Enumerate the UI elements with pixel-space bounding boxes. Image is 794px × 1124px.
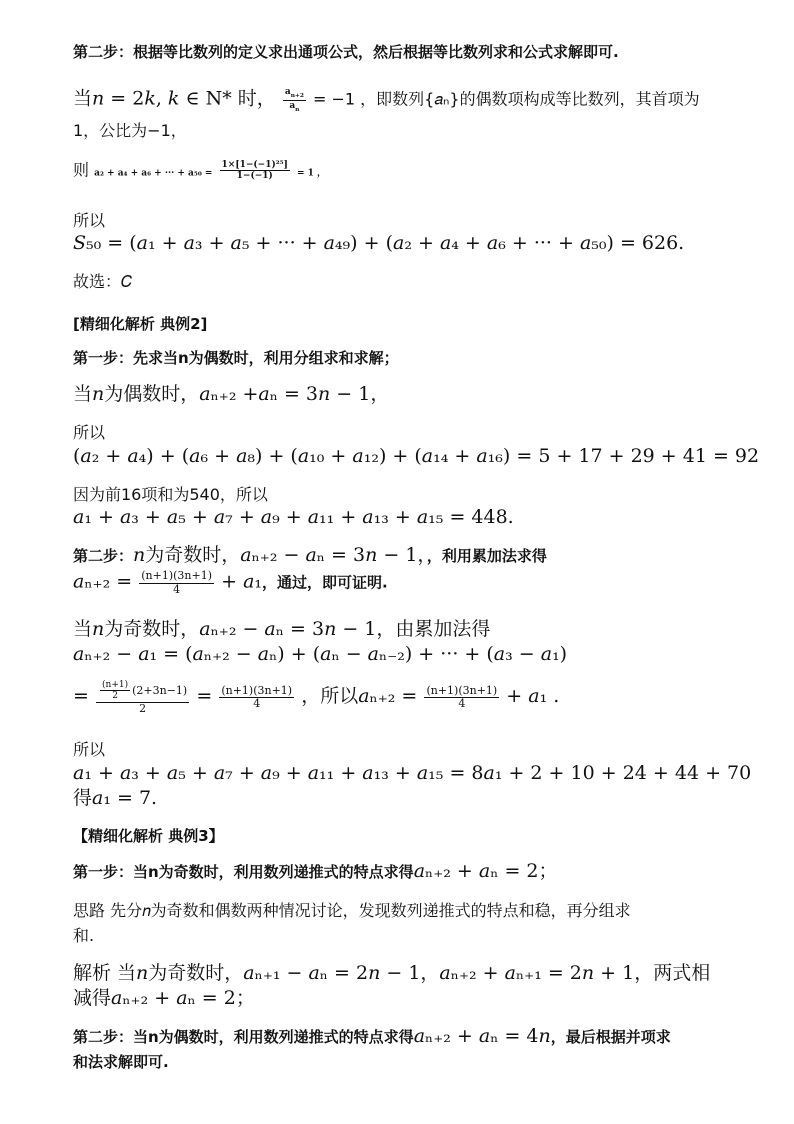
ratio-tail-text: = −1 ，即数列{𝑎ₙ}的偶数项构成等比数列，其首项为 [313, 89, 700, 109]
example3-step2-heading: 第二步：当n为偶数时，利用数列递推式的特点求得 [73, 1028, 414, 1046]
nested-fraction: $\frac{(n+1)}{2}$ (2+3n−1) 2 [96, 680, 189, 715]
equals-sign-1: = [73, 685, 89, 708]
so-an2-text: ，所以𝑎ₙ₊₂ = [301, 685, 418, 708]
general-term-tail: ，通过，即可证明. [262, 573, 388, 592]
example3-step1-line [73, 861, 558, 882]
idea-line-2: 和. [73, 926, 95, 945]
even-sum-result: = 1 ， [296, 168, 327, 179]
odd-pair-sum-math: 𝑎ₙ₊₂ + 𝑎ₙ = 2； [413, 860, 558, 882]
even-sum-expression: a₂ + a₄ + a₆ + ··· + a₅₀ = [94, 168, 213, 179]
an2-fraction: $\frac{(n+1)(3n+1)}{4}$ [426, 683, 498, 711]
general-term-lhs: 𝑎ₙ₊₂ = [73, 570, 133, 593]
example3-step2-line-2: 和法求解即可. [73, 1053, 169, 1071]
even-recurrence-line: 当𝑛为偶数时，𝑎ₙ₊₂ +𝑎ₙ = 3𝑛 − 1， [73, 383, 390, 405]
equals-sign-2: = [196, 685, 213, 708]
a1-result: 得𝑎₁ = 7. [73, 787, 158, 809]
even-pair-sum-math: 𝑎ₙ₊₂ + 𝑎ₙ = 4𝑛 [413, 1025, 551, 1047]
even-term-ratio-line [73, 87, 700, 113]
step2-label: 第二步： [73, 547, 134, 565]
geometric-sum-fraction: $\frac{\text{1×[1−(−1)²⁵]}}{1-(-1)}$ [221, 160, 288, 182]
example3-step2-line [73, 1026, 671, 1047]
example3-step2-tail: ，最后根据并项求 [550, 1028, 671, 1046]
therefore-label-2: 所以 [73, 423, 106, 442]
step2-tail: ，利用累加法求得 [426, 547, 547, 565]
even-pairs-sum-equation: (𝑎₂ + 𝑎₄) + (𝑎₆ + 𝑎₈) + (𝑎₁₀ + 𝑎₁₂) + (𝑎₁₄ + 𝑎₁₆) = 5 + 17 + 29 + 41 = 92 [73, 446, 759, 466]
therefore-label-3: 所以 [73, 740, 106, 759]
general-term-plus-a1: + 𝑎₁ [221, 570, 263, 593]
s50-equation: 𝑆₅₀ = (𝑎₁ + 𝑎₃ + 𝑎₅ + ··· + 𝑎₄₉) + (𝑎₂ + 𝑎₄ + 𝑎₆ + ··· + 𝑎₅₀) = 626. [73, 232, 685, 254]
telescoping-sum-equation: 𝑎ₙ₊₂ − 𝑎₁ = (𝑎ₙ₊₂ − 𝑎ₙ) + (𝑎ₙ − 𝑎ₙ₋₂) + ··· + (𝑎₃ − 𝑎₁) [73, 643, 568, 665]
odd-sum-in-a1-equation: 𝑎₁ + 𝑎₃ + 𝑎₅ + 𝑎₇ + 𝑎₉ + 𝑎₁₁ + 𝑎₁₃ + 𝑎₁₅ = 8𝑎₁ + 2 + 10 + 24 + 44 + 70 [73, 763, 752, 783]
example3-heading: 【精细化解析 典例3】 [73, 827, 224, 845]
first-16-sum-text: 因为前16项和为540，所以 [73, 485, 268, 504]
odd-recurrence-math: 𝑛为奇数时，𝑎ₙ₊₂ − 𝑎ₙ = 3𝑛 − 1， [133, 544, 427, 566]
idea-line-1: 思路 先分𝑛为奇数和偶数两种情况讨论，发现数列递推式的特点和稳，再分组求 [73, 901, 631, 920]
telescoping-result-line [73, 680, 559, 715]
ratio-fraction: $\frac{a_{n+2}}{a_n}$ [284, 87, 304, 113]
even-sum-line [73, 160, 326, 183]
answer-line: 故选：𝐶 [73, 272, 133, 291]
therefore-label: 所以 [73, 211, 106, 230]
odd-accumulation-intro: 当𝑛为奇数时，𝑎ₙ₊₂ − 𝑎ₙ = 3𝑛 − 1，由累加法得 [73, 618, 491, 640]
example2-heading: [精细化解析 典例2] [73, 315, 208, 333]
analysis-line-2: 减得𝑎ₙ₊₂ + 𝑎ₙ = 2； [73, 987, 255, 1009]
ratio-first-term-line: 1，公比为−1， [73, 121, 187, 140]
odd-terms-sum-equation: 𝑎₁ + 𝑎₃ + 𝑎₅ + 𝑎₇ + 𝑎₉ + 𝑎₁₁ + 𝑎₁₃ + 𝑎₁₅ = 448. [73, 506, 514, 528]
example2-step1-heading: 第一步：先求当n为偶数时，利用分组求和求解； [73, 349, 399, 367]
example2-step2-line [73, 545, 547, 566]
condition-text: 当𝑛 = 2𝑘, 𝑘 ∈ N* 时， [73, 87, 276, 110]
then-label: 则 [73, 160, 90, 180]
inner-fraction: $\frac{(n+1)}{2}$ [102, 680, 129, 702]
result-fraction: $\frac{(n+1)(3n+1)}{4}$ [221, 683, 293, 711]
step2-heading: 第二步：根据等比数列的定义求出通项公式，然后根据等比数列求和公式求解即可. [73, 43, 619, 61]
general-term-fraction: $\frac{(n+1)(3n+1)}{4}$ [141, 569, 213, 596]
an2-plus-a1: + 𝑎₁ . [506, 685, 560, 708]
analysis-line-1: 解析 当𝑛为奇数时，𝑎ₙ₊₁ − 𝑎ₙ = 2𝑛 − 1，𝑎ₙ₊₂ + 𝑎ₙ₊₁ = 2𝑛 + 1，两式相 [73, 962, 711, 984]
example3-step1-heading: 第一步：当n为奇数时，利用数列递推式的特点求得 [73, 863, 414, 881]
general-term-line [73, 570, 388, 596]
